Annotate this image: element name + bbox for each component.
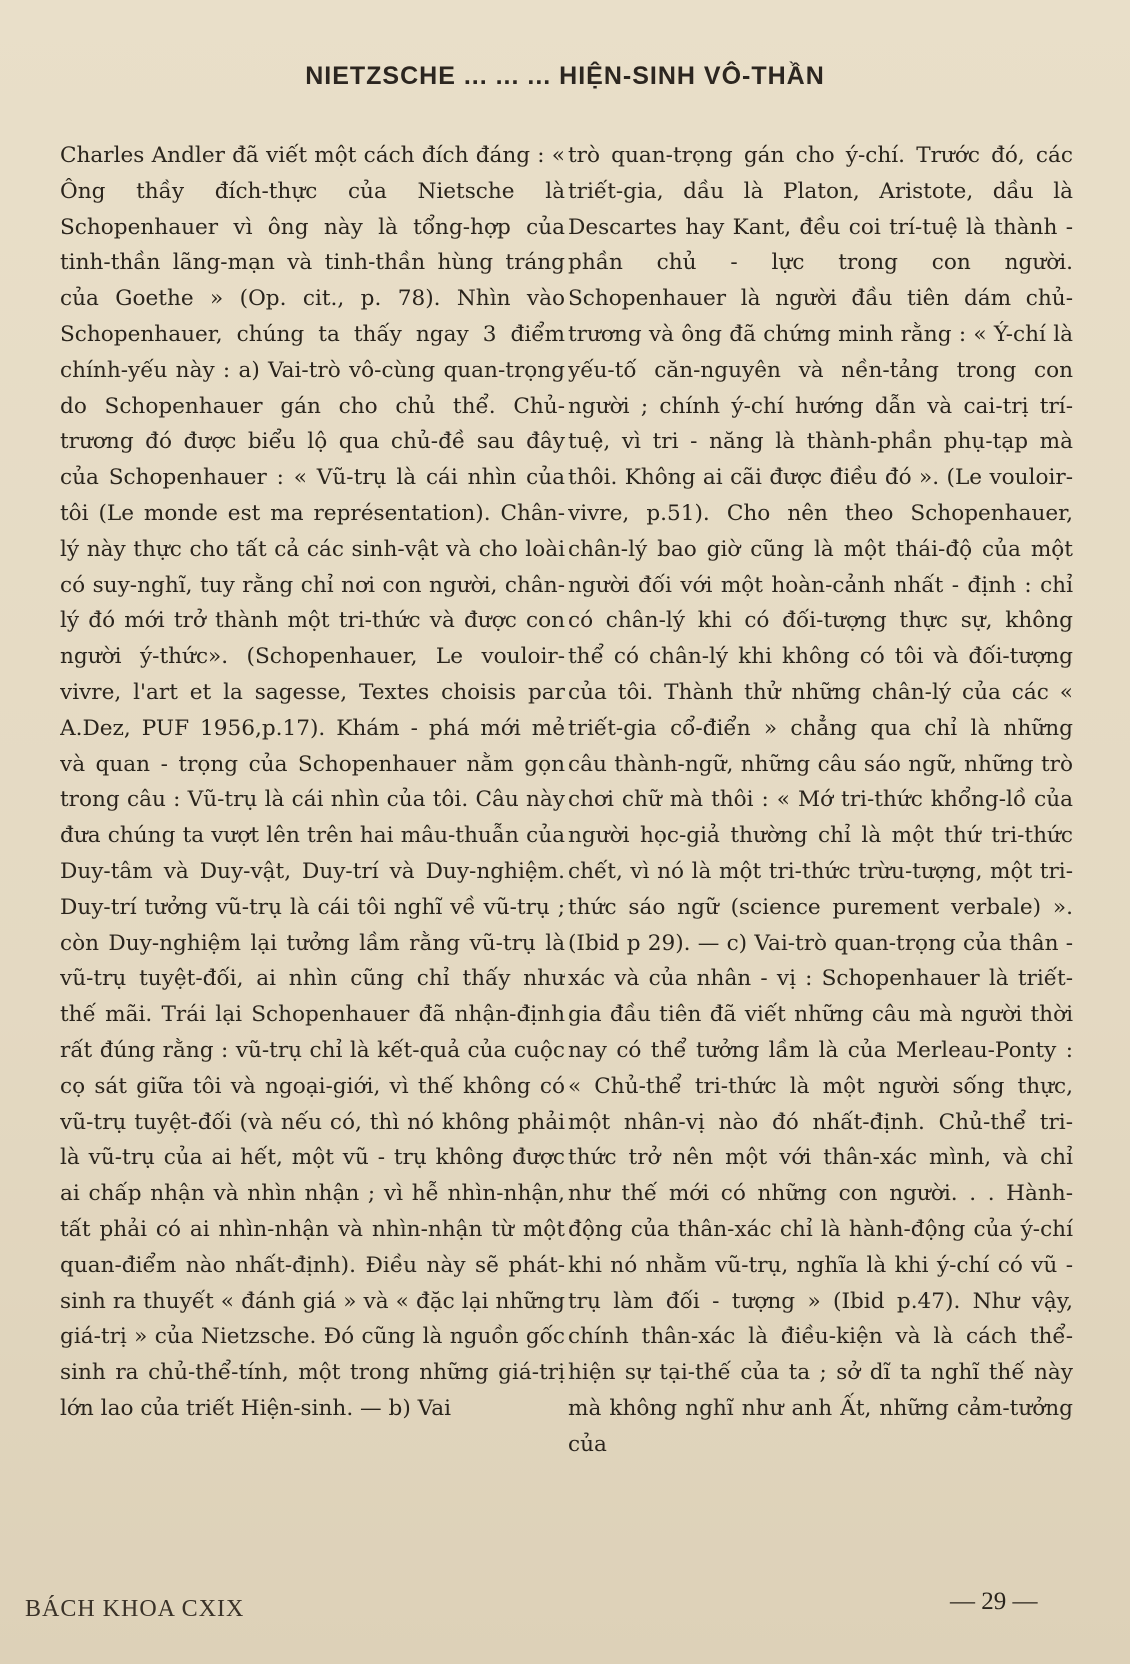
running-head-title: NIETZSCHE ... ... ... HIỆN-SINH VÔ-THẦN [305,62,825,90]
right-paragraph-1: trò quan-trọng gán cho ý-chí. Trước đó, các triết-gia, dầu là Platon, Aristote, dầu là Descartes hay Kant, đều coi trí-tuệ là thành - phần chủ - lực trong con người. Schopenhauer là người đầu tiên dám chủ-trương và ông đã chứng minh rằng : « Ý-chí là yếu-tố căn-nguyên và nền-tảng trong con người ; chính ý-chí hướng dẫn và cai-trị trí-tuệ, vì tri - năng là thành-phần phụ-tạp mà thôi. Không ai cãi được điều đó ». (Le vouloir-vivre, p.51). Cho nên theo Schopenhauer, chân-lý bao giờ cũng là một thái-độ của một người đối với một hoàn-cảnh nhất - định : chỉ có chân-lý khi có đối-tượng thực sự, không thể có chân-lý khi không có tôi và đối-tượng của tôi. Thành thử những chân-lý của các « triết-gia cổ-điển » chẳng qua chỉ là những câu thành-ngữ, những câu sáo ngữ, những trò chơi chữ mà thôi : « Mớ tri-thức khổng-lồ của người học-giả thường chỉ là một thứ tri-thức chết, vì nó là một tri-thức trừu-tượng, một tri-thức sáo ngữ (science purement verbale) ». (Ibid p 29). — c) Vai-trò quan-trọng của thân - xác và của nhân - vị : Schopenhauer là triết-gia đầu tiên đã viết những câu mà người thời nay có thể tưởng lầm là của Merleau-Ponty : « Chủ-thể tri-thức là một người sống thực, một nhân-vị nào đó nhất-định. Chủ-thể tri-thức trở nên một với thân-xác mình, và chỉ như thế mới có những con người. . . Hành-động của thân-xác chỉ là hành-động của ý-chí khi nó nhằm vũ-trụ, nghĩa là khi ý-chí có vũ - trụ làm đối - tượng » (Ibid p.47). Như vậy, chính thân-xác là điều-kiện và là cách thể-hiện sự tại-thế của ta ; sở dĩ ta nghĩ thế này mà không nghĩ như anh Ất, những cảm-tưởng của [568,143,1073,1457]
publication-name: BÁCH KHOA CXIX [25,1596,245,1622]
page-number: — 29 — [950,1588,1038,1615]
left-paragraph-1: Charles Andler đã viết một cách đích đáng : « Ông thầy đích-thực của Nietsche là Schopenhauer vì ông này là tổng-hợp của tinh-thần lãng-mạn và tinh-thần hùng tráng của Goethe » (Op. cit., p. 78). Nhìn vào Schopenhauer, chúng ta thấy ngay 3 điểm chính-yếu này : a) Vai-trò vô-cùng quan-trọng do Schopenhauer gán cho chủ thể. Chủ-trương đó được biểu lộ qua chủ-đề sau đây của Schopenhauer : « Vũ-trụ là cái nhìn của tôi (Le monde est ma représentation). Chân-lý này thực cho tất cả các sinh-vật và cho loài có suy-nghĩ, tuy rằng chỉ nơi con người, chân-lý đó mới trở thành một tri-thức và được con người ý-thức». (Schopenhauer, Le vouloir-vivre, l'art et la sagesse, Textes choisis par A.Dez, PUF 1956,p.17). Khám - phá mới mẻ và quan - trọng của Schopenhauer nằm gọn trong câu : Vũ-trụ là cái nhìn của tôi. Câu này đưa chúng ta vượt lên trên hai mâu-thuẫn của Duy-tâm và Duy-vật, Duy-trí và Duy-nghiệm. Duy-trí tưởng vũ-trụ là cái tôi nghĩ về vũ-trụ ; còn Duy-nghiệm lại tưởng lầm rằng vũ-trụ là vũ-trụ tuyệt-đối, ai nhìn cũng chỉ thấy như thế mãi. Trái lại Schopenhauer đã nhận-định rất đúng rằng : vũ-trụ chỉ là kết-quả của cuộc cọ sát giữa tôi và ngoại-giới, vì thế không có vũ-trụ tuyệt-đối (và nếu có, thì nó không phải là vũ-trụ của ai hết, một vũ - trụ không được ai chấp nhận và nhìn nhận ; vì hễ nhìn-nhận, tất phải có ai nhìn-nhận và nhìn-nhận từ một quan-điểm nào nhất-định). Điều này sẽ phát-sinh ra thuyết « đánh giá » và « đặc lại những giá-trị » của Nietzsche. Đó cũng là nguồn gốc sinh ra chủ-thể-tính, một trong những giá-trị lớn lao của triết Hiện-sinh. — b) Vai [60,143,565,1421]
right-column [568,138,1073,1558]
left-column [60,138,565,1558]
